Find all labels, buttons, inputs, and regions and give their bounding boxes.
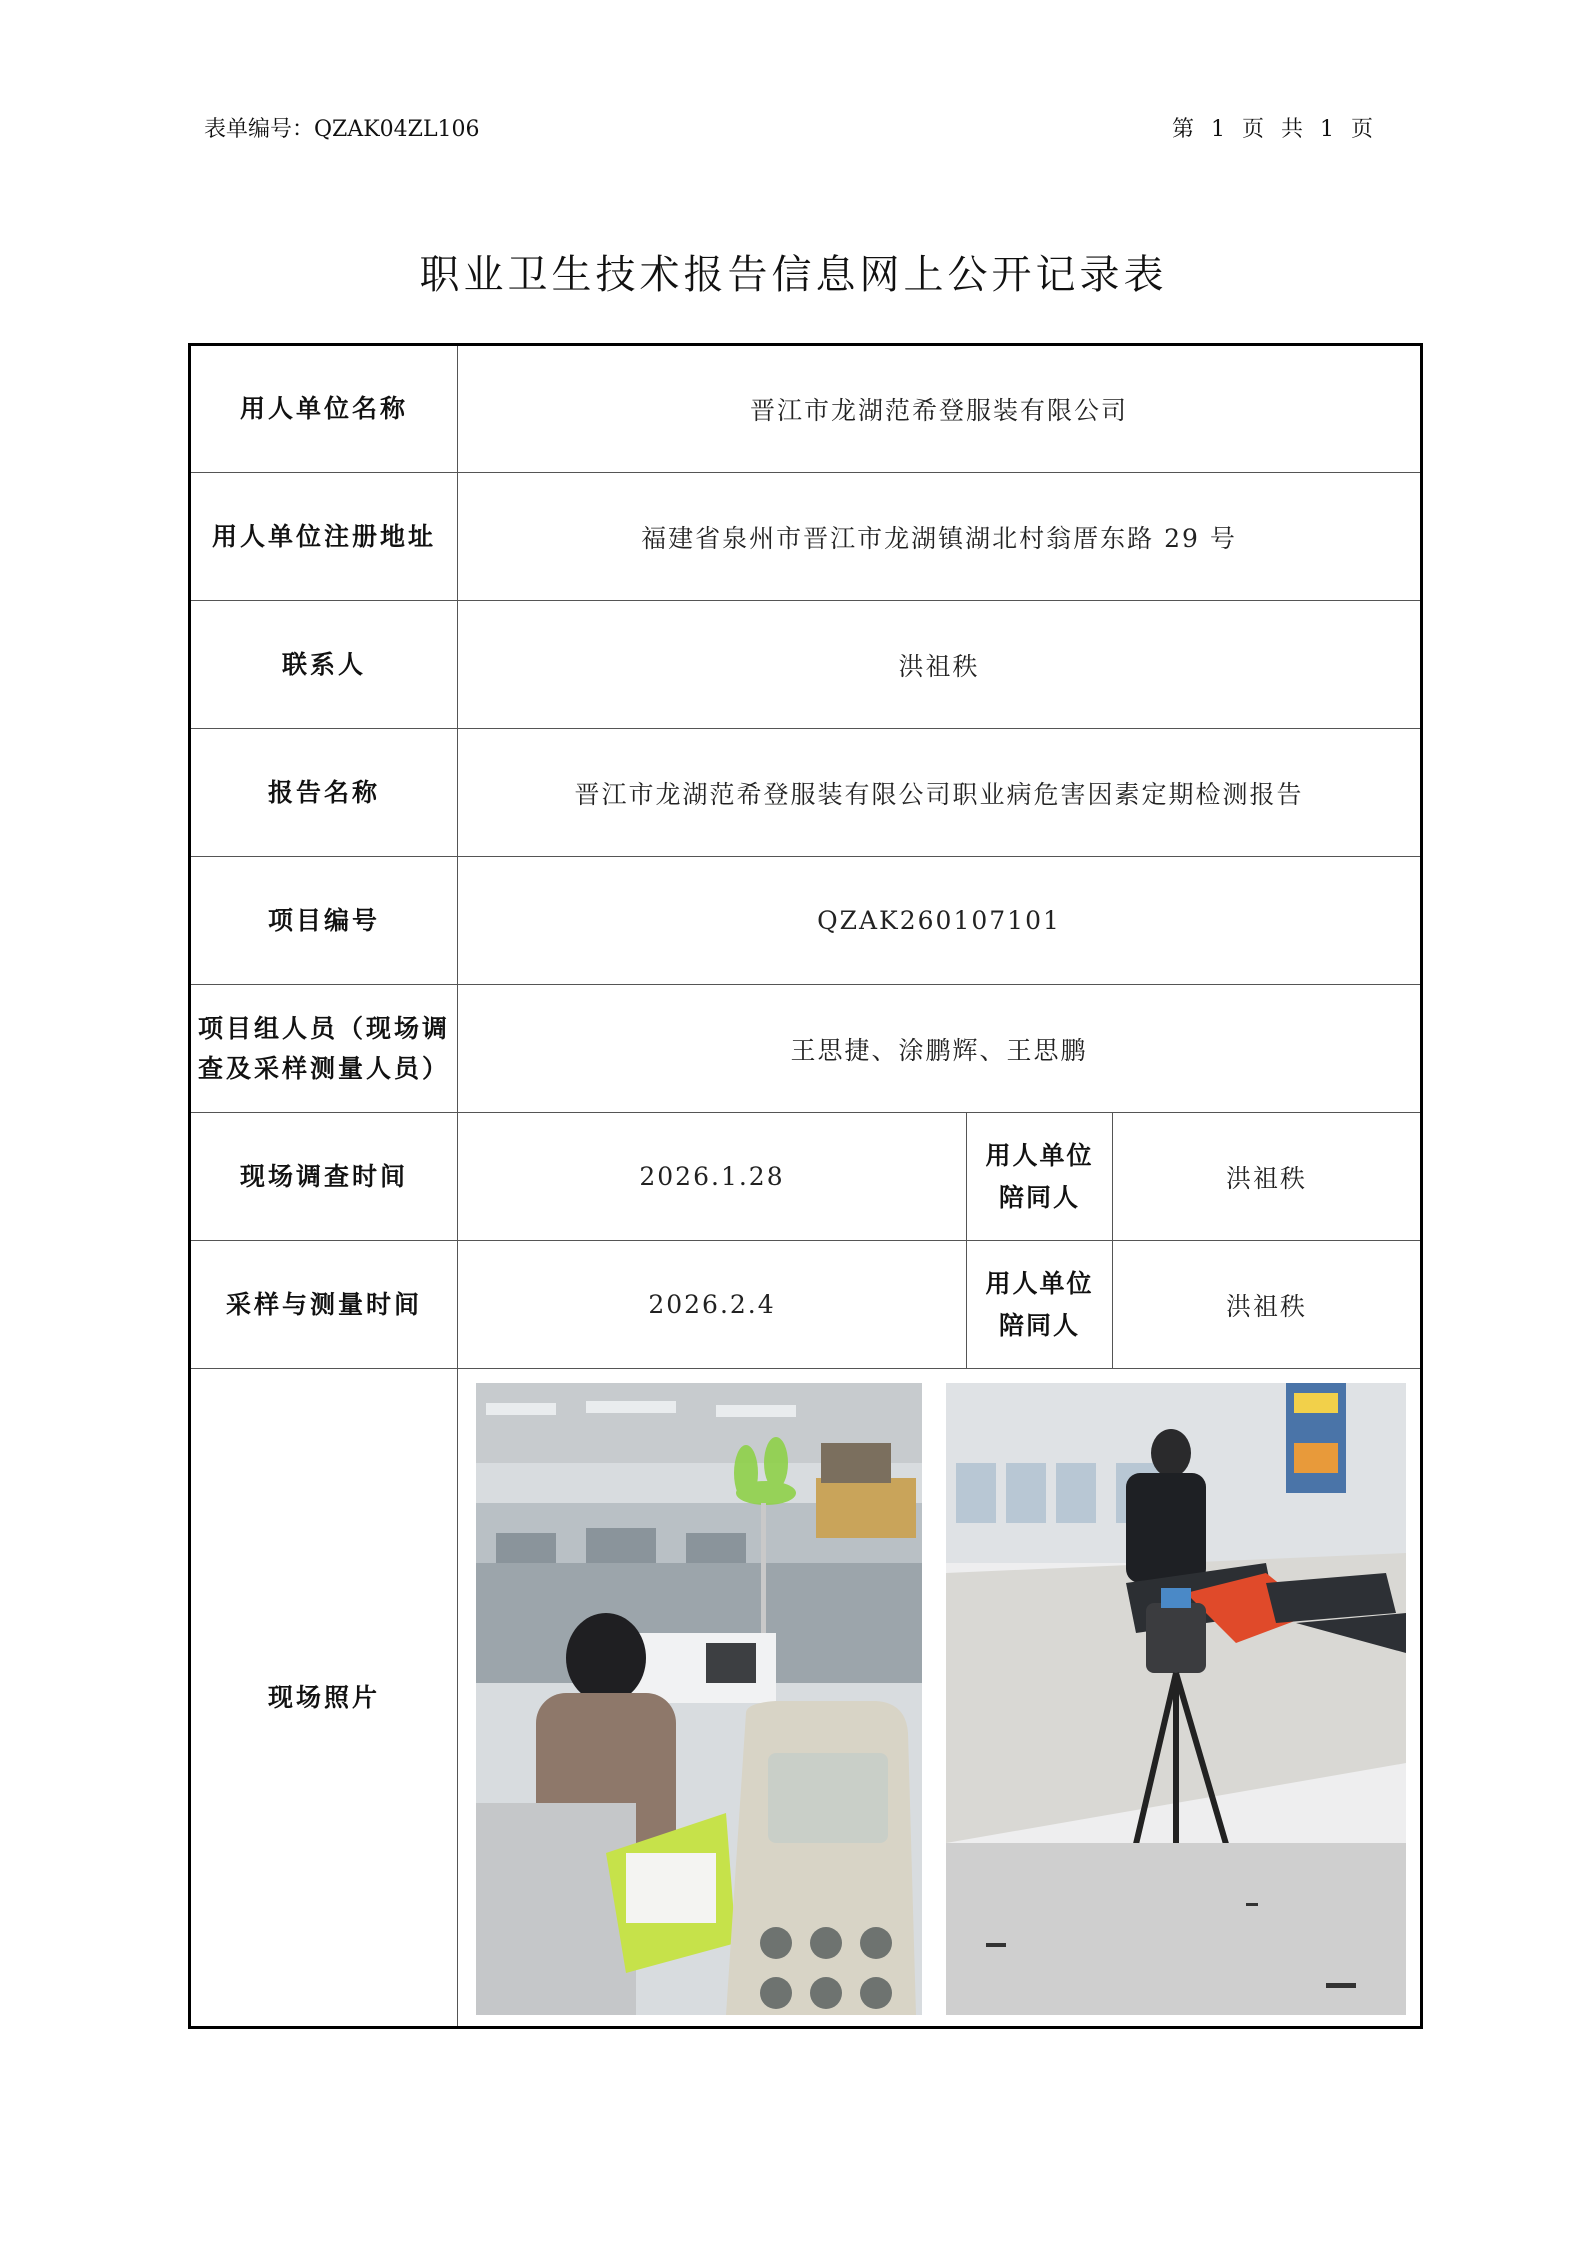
sampling-date: 2026.2.4 — [458, 1241, 967, 1369]
employer-address-label: 用人单位注册地址 — [190, 473, 458, 601]
row-employer-address — [190, 473, 1422, 601]
sampling-accompany-line1: 用人单位 — [985, 1268, 1094, 1298]
survey-accompany-label — [967, 1113, 1113, 1241]
row-survey-time — [190, 1113, 1422, 1241]
row-project-number — [190, 857, 1422, 985]
sampling-accompany-label — [967, 1241, 1113, 1369]
document-title: 职业卫生技术报告信息网上公开记录表 — [419, 252, 1168, 298]
row-sampling-time — [190, 1241, 1422, 1369]
record-table — [188, 343, 1423, 2029]
employer-address-value: 福建省泉州市晋江市龙湖镇湖北村翁厝东路 29 号 — [458, 473, 1422, 601]
report-name-value: 晋江市龙湖范希登服装有限公司职业病危害因素定期检测报告 — [458, 729, 1422, 857]
project-team-label-line1: 项目组人员（现场调 — [197, 1013, 450, 1043]
survey-accompany-line2: 陪同人 — [998, 1182, 1080, 1212]
survey-date: 2026.1.28 — [458, 1113, 967, 1241]
project-team-value: 王思捷、涂鹏辉、王思鹏 — [458, 985, 1422, 1113]
report-name-label: 报告名称 — [190, 729, 458, 857]
contact-label: 联系人 — [190, 601, 458, 729]
contact-value: 洪祖秩 — [458, 601, 1422, 729]
site-photos-cell — [458, 1369, 1422, 2028]
site-photos-label: 现场照片 — [190, 1369, 458, 2028]
form-number-label: 表单编号： — [204, 117, 315, 142]
employer-name-value: 晋江市龙湖范希登服装有限公司 — [458, 345, 1422, 473]
row-project-team — [190, 985, 1422, 1113]
sampling-accompany-line2: 陪同人 — [998, 1310, 1080, 1340]
sampling-time-label: 采样与测量时间 — [190, 1241, 458, 1369]
row-contact — [190, 601, 1422, 729]
sampling-accompany-value: 洪祖秩 — [1113, 1241, 1422, 1369]
project-number-label: 项目编号 — [190, 857, 458, 985]
survey-accompany-value: 洪祖秩 — [1113, 1113, 1422, 1241]
project-number-value: QZAK260107101 — [458, 857, 1422, 985]
employer-name-label: 用人单位名称 — [190, 345, 458, 473]
site-photo-tripod-instrument — [946, 1383, 1406, 2015]
form-number-value: QZAK04ZL106 — [314, 117, 480, 142]
survey-accompany-line1: 用人单位 — [985, 1140, 1094, 1170]
row-site-photos — [190, 1369, 1422, 2028]
project-team-label-line2: 查及采样测量人员） — [197, 1053, 450, 1083]
site-photo-sound-meter — [476, 1383, 922, 2015]
form-number — [204, 112, 480, 143]
survey-time-label: 现场调查时间 — [190, 1113, 458, 1241]
page-info: 第 1 页 共 1 页 — [1172, 117, 1375, 142]
row-employer-name — [190, 345, 1422, 473]
row-report-name — [190, 729, 1422, 857]
project-team-label — [190, 985, 458, 1113]
